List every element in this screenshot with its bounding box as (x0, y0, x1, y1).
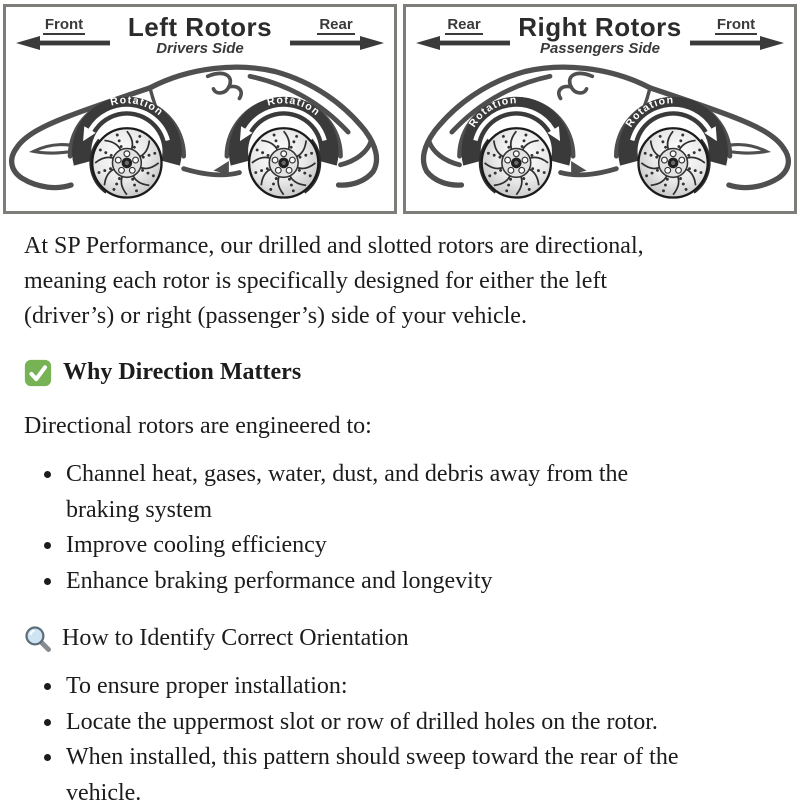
bullet-line: • When installed, this pattern should sweep toward the rear of the (66, 744, 679, 770)
intro-paragraph (24, 229, 776, 334)
bullet-line: braking system (66, 496, 212, 523)
why-direction-matters-heading (24, 355, 776, 390)
list-item (64, 528, 776, 564)
list-item (64, 457, 776, 528)
rotation-label-front-right: Rotation (623, 94, 675, 130)
bullet-line: • Improve cooling efficiency (66, 532, 327, 558)
list-item (64, 669, 776, 705)
right-car-illustration (407, 59, 793, 211)
list-item (64, 740, 776, 800)
rear-label: Rear (447, 16, 481, 33)
front-direction-indicator (686, 16, 786, 50)
rotation-label-front-left: Rotation (109, 94, 166, 119)
right-panel-title-block (514, 14, 686, 57)
bullet-line: • Locate the uppermost slot or row of drilled holes on the rotor. (66, 708, 658, 735)
panel-subtitle: Drivers Side (156, 40, 244, 57)
left-arrow-icon (16, 36, 112, 50)
check-mark-icon (24, 359, 52, 387)
panel-subtitle: Passengers Side (539, 40, 661, 57)
heading-text: Why Direction Matters (63, 359, 302, 385)
left-panel-title-block (114, 14, 286, 57)
rear-direction-indicator (414, 16, 514, 50)
rotor-direction-diagram (0, 0, 800, 214)
front-label: Front (716, 16, 756, 33)
intro-line: (driver’s) or right (passenger’s) side of your vehicle. (24, 303, 527, 329)
front-direction-indicator (14, 16, 114, 50)
magnifying-glass-icon (24, 625, 52, 653)
front-label: Front (44, 16, 84, 33)
why-bullet-list (24, 457, 776, 599)
bullet-line: • Enhance braking performance and longevity (66, 567, 493, 594)
right-panel-header (406, 7, 794, 59)
panel-title: Right Rotors (518, 12, 682, 42)
how-to-identify-heading (24, 621, 776, 656)
heading-text: How to Identify Correct Orientation (62, 625, 409, 651)
panel-title: Left Rotors (127, 12, 273, 42)
how-bullet-list (24, 669, 776, 800)
left-arrow-icon (416, 36, 512, 50)
bullet-line: • To ensure proper installation: (66, 673, 348, 699)
intro-line: meaning each rotor is specifically designed for either the left (24, 268, 608, 294)
list-item (64, 705, 776, 741)
left-panel-header (6, 7, 394, 59)
rotation-label-rear-right: Rotation (466, 94, 518, 130)
right-rotors-panel (403, 4, 797, 214)
intro-line: At SP Performance, our drilled and slotted rotors are directional, (24, 233, 644, 259)
right-arrow-icon (688, 36, 784, 50)
left-car-illustration (7, 59, 393, 211)
left-rotors-panel (3, 4, 397, 214)
bullet-line: vehicle. (66, 779, 142, 800)
rear-direction-indicator (286, 16, 386, 50)
rear-label: Rear (319, 16, 353, 33)
bullet-line: • Channel heat, gases, water, dust, and debris away from the (66, 461, 629, 487)
article-body (0, 214, 800, 800)
list-item (64, 564, 776, 600)
rotation-label-rear-left: Rotation (265, 94, 323, 119)
why-lead-text: Directional rotors are engineered to: (24, 413, 372, 439)
right-arrow-icon (288, 36, 384, 50)
